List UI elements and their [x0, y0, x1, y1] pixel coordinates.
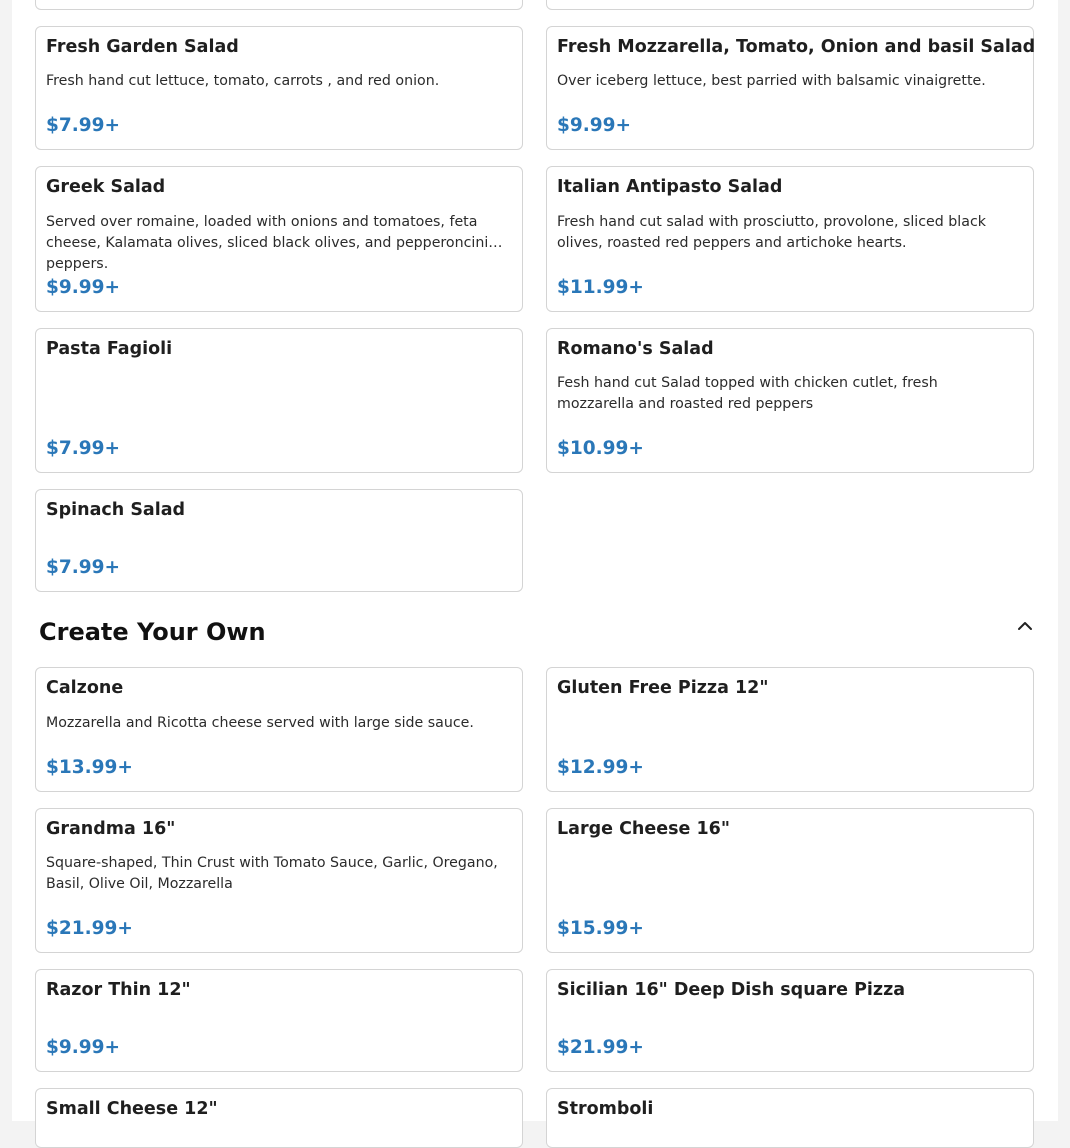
- section-title: Create Your Own: [39, 618, 266, 646]
- item-price: $7.99+: [46, 438, 121, 459]
- item-name: Fresh Garden Salad: [46, 37, 239, 57]
- menu-item-card[interactable]: [35, 328, 523, 473]
- item-price: $12.99+: [557, 757, 644, 778]
- item-price: $7.99+: [46, 557, 121, 578]
- item-name: Large Cheese 16": [557, 819, 730, 839]
- item-name: Stromboli: [557, 1099, 654, 1119]
- menu-item-card[interactable]: [546, 667, 1034, 792]
- item-description: Fresh hand cut salad with prosciutto, provolone, sliced black olives, roasted red peppers and artichoke hearts.: [557, 214, 986, 251]
- item-price: $9.99+: [46, 1037, 121, 1058]
- chevron-up-icon: [1017, 620, 1033, 632]
- item-price: $21.99+: [557, 1037, 644, 1058]
- menu-item-card[interactable]: [546, 808, 1034, 953]
- item-price: $9.99+: [46, 277, 121, 298]
- menu-item-card[interactable]: [546, 0, 1034, 10]
- menu-item-card[interactable]: [35, 166, 523, 312]
- item-name: Calzone: [46, 678, 124, 698]
- menu-item-card[interactable]: [546, 26, 1034, 150]
- menu-item-card[interactable]: [546, 969, 1034, 1072]
- menu-item-card[interactable]: [546, 328, 1034, 473]
- item-price: $9.99+: [557, 115, 632, 136]
- menu-item-card[interactable]: [546, 166, 1034, 312]
- item-name: Small Cheese 12": [46, 1099, 218, 1119]
- menu-item-card[interactable]: [35, 667, 523, 792]
- menu-item-card[interactable]: [546, 1088, 1034, 1148]
- item-price: $11.99+: [557, 277, 644, 298]
- item-name: Italian Antipasto Salad: [557, 177, 783, 197]
- item-price: $21.99+: [46, 918, 133, 939]
- menu-page: [12, 0, 1058, 1121]
- menu-item-card[interactable]: [35, 26, 523, 150]
- item-description: Fesh hand cut Salad topped with chicken cutlet, fresh mozzarella and roasted red peppers: [557, 375, 938, 412]
- item-name: Gluten Free Pizza 12": [557, 678, 769, 698]
- menu-item-card[interactable]: [35, 0, 523, 10]
- item-description: Over iceberg lettuce, best parried with balsamic vinaigrette.: [557, 73, 986, 89]
- item-price: $15.99+: [557, 918, 644, 939]
- item-name: Spinach Salad: [46, 500, 186, 520]
- section-collapse-button[interactable]: [1014, 614, 1036, 638]
- item-description: Mozzarella and Ricotta cheese served with large side sauce.: [46, 715, 474, 731]
- item-price: $13.99+: [46, 757, 133, 778]
- item-description: Fresh hand cut lettuce, tomato, carrots , and red onion.: [46, 73, 440, 89]
- item-name: Romano's Salad: [557, 339, 714, 359]
- item-name: Grandma 16": [46, 819, 176, 839]
- item-name: Razor Thin 12": [46, 980, 191, 1000]
- menu-item-card[interactable]: [35, 808, 523, 953]
- item-name: Sicilian 16" Deep Dish square Pizza: [557, 980, 906, 1000]
- item-name: Pasta Fagioli: [46, 339, 173, 359]
- menu-item-card[interactable]: [35, 489, 523, 592]
- menu-item-card[interactable]: [35, 1088, 523, 1148]
- item-price: $7.99+: [46, 115, 121, 136]
- item-description: Square-shaped, Thin Crust with Tomato Sauce, Garlic, Oregano, Basil, Olive Oil, Mozzarella: [46, 855, 498, 892]
- menu-item-card[interactable]: [35, 969, 523, 1072]
- item-description: Served over romaine, loaded with onions and tomatoes, feta cheese, Kalamata olives, sliced black olives, and pepperoncini peppers.: [46, 214, 489, 272]
- item-price: $10.99+: [557, 438, 644, 459]
- item-name: Greek Salad: [46, 177, 166, 197]
- item-name: Fresh Mozzarella, Tomato, Onion and basil Salad: [557, 37, 1036, 57]
